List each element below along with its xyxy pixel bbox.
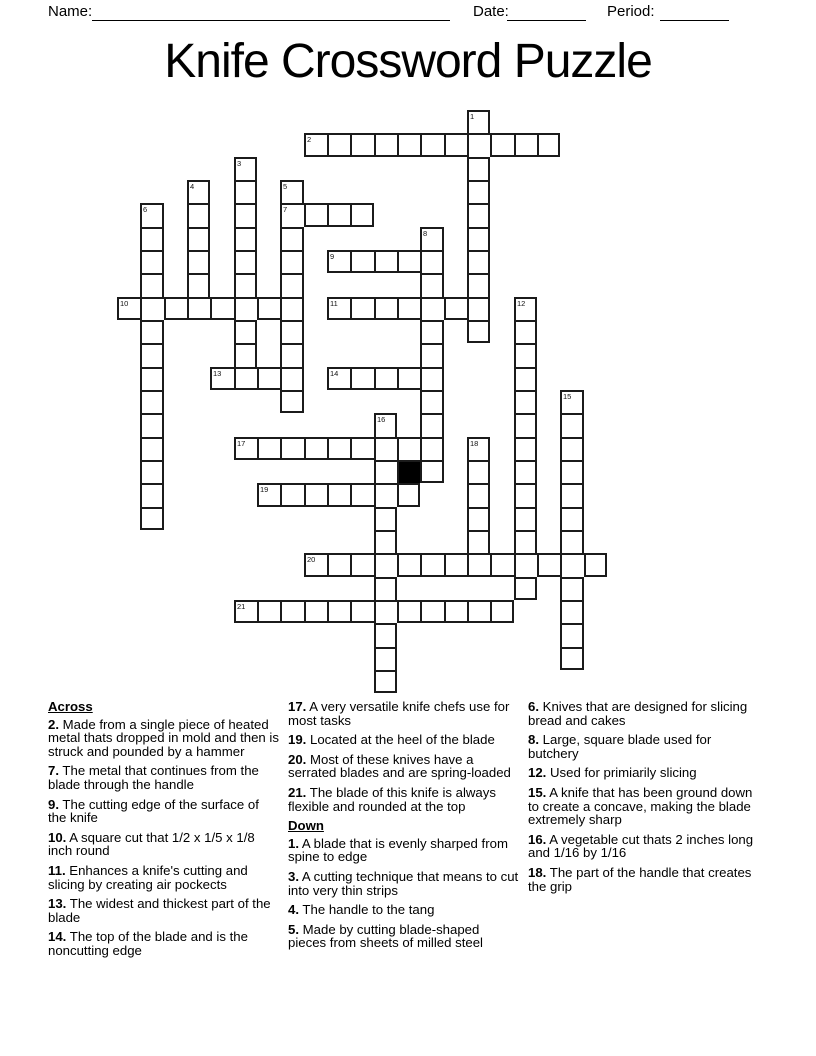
grid-cell[interactable] [350,600,374,623]
grid-cell[interactable] [467,483,490,507]
clue-number-label: 7. [48,763,59,779]
clue-number-label: 15. [528,784,547,800]
grid-cell[interactable] [350,367,374,390]
grid-cell[interactable] [187,227,210,250]
cell-number: 2 [307,135,312,144]
grid-cell[interactable] [420,297,444,320]
grid-cell[interactable] [187,297,210,320]
cell-number: 16 [377,415,386,424]
grid-cell[interactable] [374,460,397,483]
grid-cell[interactable] [140,343,164,367]
grid-cell[interactable] [374,530,397,553]
cell-number: 7 [283,205,288,214]
grid-cell[interactable] [560,647,584,670]
black-cell [397,460,420,483]
grid-cell[interactable] [164,297,187,320]
clue-column-middle [288,700,519,956]
grid-cell[interactable] [234,157,257,180]
grid-cell[interactable] [304,133,327,157]
grid-cell[interactable] [140,460,164,483]
grid-cell[interactable] [467,553,490,577]
grid-cell[interactable] [490,600,514,623]
grid-cell[interactable] [304,483,327,507]
grid-cell[interactable] [560,600,584,623]
grid-cell[interactable] [467,507,490,530]
grid-cell[interactable] [234,320,257,343]
grid-cell[interactable] [467,297,490,320]
period-blank-line[interactable] [660,2,729,21]
clue-11: 11. Enhances a knife's cutting and slicing by creating air pockects [48,862,248,892]
grid-cell[interactable] [374,647,397,670]
cell-number: 10 [120,299,129,308]
cell-number: 13 [213,369,222,378]
grid-cell[interactable] [327,367,350,390]
cell-number: 12 [517,299,526,308]
grid-cell[interactable] [257,600,280,623]
grid-cell[interactable] [374,297,397,320]
grid-cell[interactable] [304,437,327,460]
grid-cell[interactable] [140,507,164,530]
grid-cell[interactable] [397,250,420,273]
cell-number: 8 [423,229,428,238]
grid-cell[interactable] [420,553,444,577]
grid-cell[interactable] [490,553,514,577]
grid-cell[interactable] [374,670,397,693]
grid-cell[interactable] [374,250,397,273]
grid-cell[interactable] [280,483,304,507]
grid-cell[interactable] [234,273,257,297]
clue-12: 12. Used for primiarily slicing [528,765,697,781]
cell-number: 17 [237,439,246,448]
clue-number-label: 9. [48,796,59,812]
clue-number-label: 18. [528,864,547,880]
grid-cell[interactable] [514,507,537,530]
grid-cell[interactable] [420,460,444,483]
clue-number-label: 6. [528,699,539,714]
clue-number-label: 14. [48,929,67,945]
grid-cell[interactable] [444,297,467,320]
grid-cell[interactable] [280,180,304,203]
grid-cell[interactable] [327,133,350,157]
grid-cell[interactable] [420,273,444,297]
grid-cell[interactable] [374,553,397,577]
grid-cell[interactable] [397,133,420,157]
clue-number-label: 11. [48,862,66,878]
grid-cell[interactable] [420,343,444,367]
clue-number-label: 13. [48,896,67,912]
grid-cell[interactable] [140,437,164,460]
date-label: Date: [473,3,509,20]
grid-cell[interactable] [514,460,537,483]
grid-cell[interactable] [420,367,444,390]
grid-cell[interactable] [234,227,257,250]
grid-cell[interactable] [514,297,537,320]
grid-cell[interactable] [537,133,560,157]
grid-cell[interactable] [467,600,490,623]
clue-7: 7. The metal that continues from the blade through the handle [48,763,259,792]
grid-cell[interactable] [514,133,537,157]
grid-cell[interactable] [374,133,397,157]
grid-cell[interactable] [280,203,304,227]
grid-cell[interactable] [187,273,210,297]
cell-number: 1 [470,112,475,121]
clue-number-label: 1. [288,835,299,851]
grid-cell[interactable] [560,483,584,507]
grid-cell[interactable] [257,297,280,320]
grid-cell[interactable] [514,553,537,577]
grid-cell[interactable] [397,367,420,390]
clue-number-label: 3. [288,868,299,884]
cell-number: 3 [237,159,242,168]
grid-cell[interactable] [467,227,490,250]
grid-cell[interactable] [537,553,560,577]
grid-cell[interactable] [350,297,374,320]
grid-cell[interactable] [467,250,490,273]
grid-cell[interactable] [444,133,467,157]
clue-19: 19. Located at the heel of the blade [288,732,495,748]
clue-column-left [48,700,279,964]
clue-number-label: 19. [288,732,307,748]
clue-column-right [528,700,759,899]
grid-cell[interactable] [560,390,584,413]
grid-cell[interactable] [280,343,304,367]
clue-number-label: 16. [528,831,547,847]
grid-cell[interactable] [280,367,304,390]
grid-cell[interactable] [140,203,164,227]
clue-20: 20. Most of these knives have a serrated blades and are spring-loaded [288,751,511,781]
grid-cell[interactable] [467,203,490,227]
grid-cell[interactable] [467,157,490,180]
grid-cell[interactable] [257,437,280,460]
grid-cell[interactable] [514,577,537,600]
period-label: Period: [607,3,655,20]
grid-cell[interactable] [467,437,490,460]
grid-cell[interactable] [350,483,374,507]
grid-cell[interactable] [280,390,304,413]
grid-cell[interactable] [420,320,444,343]
grid-cell[interactable] [374,437,397,460]
grid-cell[interactable] [234,297,257,320]
grid-cell[interactable] [140,367,164,390]
grid-cell[interactable] [234,250,257,273]
clue-16: 16. A vegetable cut thats 2 inches long and 1/16 by 1/16 [528,831,754,861]
grid-cell[interactable] [280,600,304,623]
grid-cell[interactable] [234,180,257,203]
clue-21: 21. The blade of this knife is always flexible and rounded at the top [288,784,496,814]
clue-18: 18. The part of the handle that creates the grip [528,864,752,894]
grid-cell[interactable] [234,437,257,460]
grid-cell[interactable] [467,180,490,203]
cell-number: 21 [237,602,246,611]
name-blank-line[interactable] [92,2,450,21]
grid-cell[interactable] [350,203,374,227]
grid-cell[interactable] [327,600,350,623]
cell-number: 5 [283,182,288,191]
grid-cell[interactable] [304,600,327,623]
cell-number: 18 [470,439,479,448]
grid-cell[interactable] [187,180,210,203]
cell-number: 4 [190,182,195,191]
grid-cell[interactable] [560,530,584,553]
grid-cell[interactable] [374,483,397,507]
name-label: Name: [48,3,93,20]
grid-cell[interactable] [234,203,257,227]
grid-cell[interactable] [140,413,164,437]
clue-2: 2. Made from a single piece of heated metal thats dropped in mold and then is struck and pounded by a hammer [48,716,279,759]
grid-cell[interactable] [397,297,420,320]
grid-cell[interactable] [374,577,397,600]
grid-cell[interactable] [374,623,397,647]
grid-cell[interactable] [374,367,397,390]
grid-cell[interactable] [514,367,537,390]
clue-13: 13. The widest and thickest part of the blade [48,896,271,925]
clue-17: 17. A very versatile knife chefs use for most tasks [288,699,510,728]
grid-cell[interactable] [327,203,350,227]
grid-cell[interactable] [444,553,467,577]
grid-cell[interactable] [280,227,304,250]
grid-cell[interactable] [420,413,444,437]
grid-cell[interactable] [467,273,490,297]
grid-cell[interactable] [280,297,304,320]
grid-cell[interactable] [210,367,234,390]
clue-number-label: 4. [288,902,299,918]
grid-cell[interactable] [560,460,584,483]
grid-cell[interactable] [467,460,490,483]
grid-cell[interactable] [280,437,304,460]
grid-cell[interactable] [514,343,537,367]
clue-number-label: 2. [48,716,59,732]
grid-cell[interactable] [467,320,490,343]
clues-header-across: Across [48,699,93,714]
grid-cell[interactable] [514,413,537,437]
grid-cell[interactable] [304,553,327,577]
grid-cell[interactable] [350,250,374,273]
grid-cell[interactable] [304,203,327,227]
grid-cell[interactable] [560,623,584,647]
grid-cell[interactable] [374,600,397,623]
grid-cell[interactable] [514,320,537,343]
cell-number: 11 [330,299,338,308]
grid-cell[interactable] [490,133,514,157]
grid-cell[interactable] [444,600,467,623]
cell-number: 6 [143,205,148,214]
grid-cell[interactable] [327,297,350,320]
grid-cell[interactable] [257,483,280,507]
grid-cell[interactable] [420,390,444,413]
cell-number: 14 [330,369,339,378]
grid-cell[interactable] [280,320,304,343]
clue-1: 1. A blade that is evenly sharped from spine to edge [288,835,508,865]
clues-header-down: Down [288,818,324,834]
grid-cell[interactable] [397,553,420,577]
grid-cell[interactable] [560,437,584,460]
clue-6: 6. Knives that are designed for slicing bread and cakes [528,699,748,728]
grid-cell[interactable] [327,553,350,577]
clue-8: 8. Large, square blade used for butchery [528,732,712,761]
clue-4: 4. The handle to the tang [288,902,435,918]
grid-cell[interactable] [514,483,537,507]
grid-cell[interactable] [420,437,444,460]
clue-number-label: 8. [528,732,539,748]
clue-3: 3. A cutting technique that means to cut into very thin strips [288,868,519,898]
grid-cell[interactable] [514,530,537,553]
clue-number-label: 21. [288,784,307,800]
clue-5: 5. Made by cutting blade-shaped pieces from sheets of milled steel [288,921,483,951]
grid-cell[interactable] [234,367,257,390]
page-title: Knife Crossword Puzzle [164,35,652,88]
grid-cell[interactable] [140,273,164,297]
clue-9: 9. The cutting edge of the surface of the knife [48,796,259,826]
cell-number: 19 [260,485,269,494]
clue-14: 14. The top of the blade and is the noncutting edge [48,929,248,958]
clue-number-label: 12. [528,765,547,781]
grid-cell[interactable] [140,297,164,320]
grid-cell[interactable] [257,367,280,390]
grid-cell[interactable] [280,250,304,273]
grid-cell[interactable] [514,390,537,413]
grid-cell[interactable] [140,250,164,273]
grid-cell[interactable] [350,437,374,460]
grid-cell[interactable] [397,483,420,507]
grid-cell[interactable] [560,507,584,530]
clue-number-label: 10. [48,829,67,845]
grid-cell[interactable] [350,133,374,157]
grid-cell[interactable] [234,600,257,623]
date-blank-line[interactable] [507,2,586,21]
grid-cell[interactable] [187,250,210,273]
grid-cell[interactable] [210,297,234,320]
grid-cell[interactable] [374,507,397,530]
grid-cell[interactable] [420,250,444,273]
grid-cell[interactable] [327,250,350,273]
cell-number: 15 [563,392,572,401]
grid-cell[interactable] [140,390,164,413]
grid-cell[interactable] [560,553,584,577]
grid-cell[interactable] [467,133,490,157]
cell-number: 20 [307,555,316,564]
grid-cell[interactable] [560,577,584,600]
grid-cell[interactable] [397,600,420,623]
grid-cell[interactable] [327,483,350,507]
grid-cell[interactable] [467,530,490,553]
grid-cell[interactable] [467,110,490,133]
grid-cell[interactable] [350,553,374,577]
grid-cell[interactable] [234,343,257,367]
clue-number-label: 17. [288,699,307,714]
grid-cell[interactable] [374,413,397,437]
grid-cell[interactable] [117,297,140,320]
grid-cell[interactable] [140,227,164,250]
grid-cell[interactable] [560,413,584,437]
grid-cell[interactable] [327,437,350,460]
grid-cell[interactable] [187,203,210,227]
cell-number: 9 [330,252,335,261]
grid-cell[interactable] [397,437,420,460]
grid-cell[interactable] [280,273,304,297]
grid-cell[interactable] [584,553,607,577]
grid-cell[interactable] [420,133,444,157]
clue-10: 10. A square cut that 1/2 x 1/5 x 1/8 inch round [48,829,255,859]
grid-cell[interactable] [140,320,164,343]
grid-cell[interactable] [140,483,164,507]
clue-number-label: 5. [288,921,299,937]
grid-cell[interactable] [420,227,444,250]
grid-cell[interactable] [514,437,537,460]
clue-15: 15. A knife that has been ground down to create a concave, making the blade extremely sharp [528,784,753,828]
clue-number-label: 20. [288,751,307,767]
grid-cell[interactable] [420,600,444,623]
